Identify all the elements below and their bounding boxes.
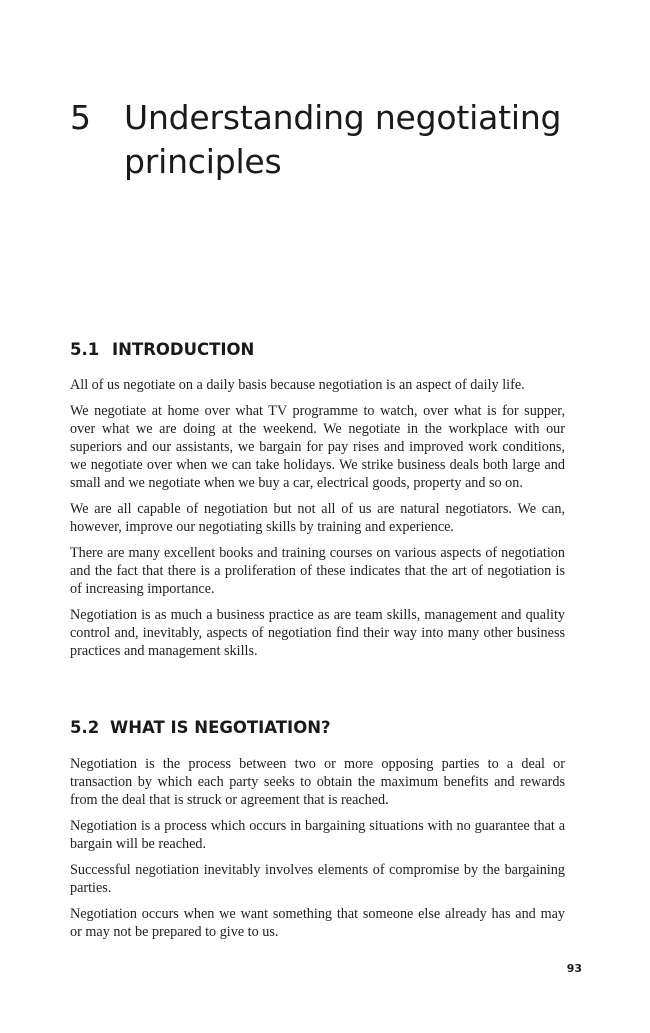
paragraph: Negotiation is a process which occurs in bargaining situations with no guarantee that a bargain will be reached. (70, 817, 565, 852)
paragraph: All of us negotiate on a daily basis because negotiation is an aspect of daily life. (70, 377, 525, 393)
section-title: WHAT IS NEGOTIATION? (110, 718, 331, 737)
page-number: 93 (566, 962, 582, 975)
section-heading-introduction (70, 339, 570, 361)
paragraph: Negotiation is the process between two or more opposing parties to a deal or transaction by which each party seeks to obtain the maximum benefits and rewards from the deal that is struck or agreement that is reached. (70, 756, 565, 808)
chapter-title-text: Understanding negotiating principles (124, 98, 562, 181)
section-number: 5.1 (70, 340, 100, 359)
chapter-title (70, 96, 590, 184)
chapter-number: 5 (70, 98, 91, 137)
section-title: INTRODUCTION (112, 340, 255, 359)
section-number: 5.2 (70, 718, 100, 737)
section-body-what-is-negotiation (70, 756, 565, 951)
paragraph: There are many excellent books and training courses on various aspects of negotiation and the fact that there is a proliferation of these indicates that the art of negotiation is of increasing importance. (70, 545, 565, 597)
section-body-introduction (70, 377, 565, 669)
paragraph: We negotiate at home over what TV programme to watch, over what is for supper, over what we are doing at the weekend. We negotiate in the workplace with our superiors and our assistants, we bargain for pay rises and improved work conditions, we negotiate over when we can take holidays. We strike business deals both large and small and we negotiate when we buy a car, electrical goods, property and so on. (70, 403, 565, 491)
paragraph: Successful negotiation inevitably involves elements of compromise by the bargaining parties. (70, 862, 565, 896)
paragraph: We are all capable of negotiation but not all of us are natural negotiators. We can, however, improve our negotiating skills by training and experience. (70, 500, 565, 535)
paragraph: Negotiation is as much a business practice as are team skills, management and quality control and, inevitably, aspects of negotiation find their way into many other business practices and management skills. (70, 607, 565, 659)
paragraph: Negotiation occurs when we want something that someone else already has and may or may not be prepared to give to us. (70, 906, 565, 941)
section-heading-what-is-negotiation (70, 717, 570, 739)
